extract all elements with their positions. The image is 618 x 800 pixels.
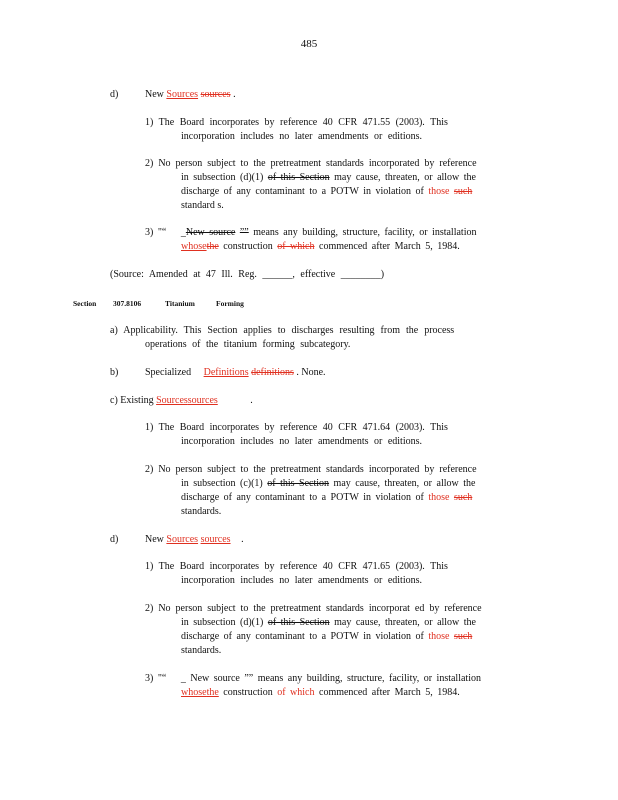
- deleted-text: of which: [277, 241, 315, 252]
- applicability-line-2: operations of the titanium forming subcategory.: [145, 339, 351, 350]
- item-1-line-2: incorporation includes no later amendments or editions.: [181, 131, 422, 142]
- deleted-text: such: [453, 186, 473, 197]
- section-title-word-2: Forming: [216, 299, 244, 308]
- subsection-d-label: d): [110, 89, 119, 100]
- inserted-text: sources: [187, 395, 218, 406]
- deleted-text: of this Section: [267, 172, 330, 183]
- subsection-c-heading: c) Existing Sourcessources .: [110, 395, 253, 406]
- d-item-2-line-4: standards.: [181, 645, 222, 656]
- item-2-line-1: 2) No person subject to the pretreatment standards incorporated by reference: [145, 158, 477, 169]
- subsection-d-heading: New Sources sources .: [145, 89, 236, 100]
- item-2-line-2: in subsection (d)(1) of this Section may cause, threaten, or allow the: [181, 172, 476, 183]
- section-title-word-1: Titanium: [165, 299, 195, 308]
- c-item-2-line-1: 2) No person subject to the pretreatment standards incorporated by reference: [145, 464, 477, 475]
- section-number: 307.8106: [113, 299, 142, 308]
- c-item-2-line-3: discharge of any contaminant to a POTW in violation of those such: [181, 492, 473, 503]
- d-item-2-line-3: discharge of any contaminant to a POTW in violation of those such: [181, 631, 473, 642]
- inserted-text: those: [428, 186, 450, 197]
- inserted-text: Sources: [166, 89, 199, 100]
- c-item-1-line-1: 1) The Board incorporates by reference 40 CFR 471.64 (2003). This: [145, 422, 448, 433]
- inserted-text: of which: [277, 687, 315, 698]
- item-3-line-1: 3) "“ _New source ”” means any building, structure, facility, or installation: [145, 227, 477, 238]
- inserted-text: those: [428, 492, 450, 503]
- item-2-line-3: discharge of any contaminant to a POTW in violation of those such: [181, 186, 473, 197]
- source-note: (Source: Amended at 47 Ill. Reg. ______, effective ________): [110, 269, 385, 280]
- d-item-2-line-2: in subsection (d)(1) of this Section may cause, threaten, or allow the: [181, 617, 476, 628]
- inserted-text: Sources: [156, 395, 188, 406]
- subsection-d2-heading: New Sources sources .: [145, 534, 244, 545]
- c-item-2-line-4: standards.: [181, 506, 222, 517]
- inserted-text: the: [206, 687, 219, 698]
- section-label: Section: [73, 299, 97, 308]
- subsection-b-label: b): [110, 367, 119, 378]
- d-item-2-line-1: 2) No person subject to the pretreatment standards incorporat ed by reference: [145, 603, 482, 614]
- deleted-text: the: [206, 241, 219, 252]
- deleted-text: definitions: [251, 367, 294, 378]
- item-1-line-1: 1) The Board incorporates by reference 40 CFR 471.55 (2003). This: [145, 117, 448, 128]
- c-item-2-line-2: in subsection (c)(1) of this Section may cause, threaten, or allow the: [181, 478, 476, 489]
- deleted-text: sources: [200, 89, 231, 100]
- page-number: 485: [300, 38, 318, 50]
- deleted-text: of this Section: [267, 617, 330, 628]
- subsection-d2-label: d): [110, 534, 119, 545]
- c-item-1-line-2: incorporation includes no later amendments or editions.: [181, 436, 422, 447]
- item-2-line-4: standard s.: [181, 200, 224, 211]
- deleted-text: such: [453, 492, 473, 503]
- deleted-text: such: [453, 631, 473, 642]
- d-item-3-line-2: whosethe construction of which commenced after March 5, 1984.: [181, 687, 460, 698]
- inserted-text: whose: [181, 687, 207, 698]
- d-item-1-line-1: 1) The Board incorporates by reference 40 CFR 471.65 (2003). This: [145, 561, 448, 572]
- d-item-3-line-1: 3) "“ _ New source ”” means any building, structure, facility, or installation: [145, 673, 481, 684]
- inserted-text: sources: [200, 534, 231, 545]
- deleted-text: of this Section: [267, 478, 330, 489]
- inserted-text: Definitions: [203, 367, 249, 378]
- item-3-line-2: whosethe construction of which commenced after March 5, 1984.: [181, 241, 460, 252]
- subsection-b-text: Specialized Definitions definitions . None.: [145, 367, 326, 378]
- deleted-text: New source: [185, 227, 236, 238]
- inserted-text: Sources: [166, 534, 199, 545]
- inserted-text: whose: [181, 241, 207, 252]
- inserted-text: those: [428, 631, 450, 642]
- d-item-1-line-2: incorporation includes no later amendments or editions.: [181, 575, 422, 586]
- applicability-line-1: a) Applicability. This Section applies to discharges resulting from the process: [110, 325, 455, 336]
